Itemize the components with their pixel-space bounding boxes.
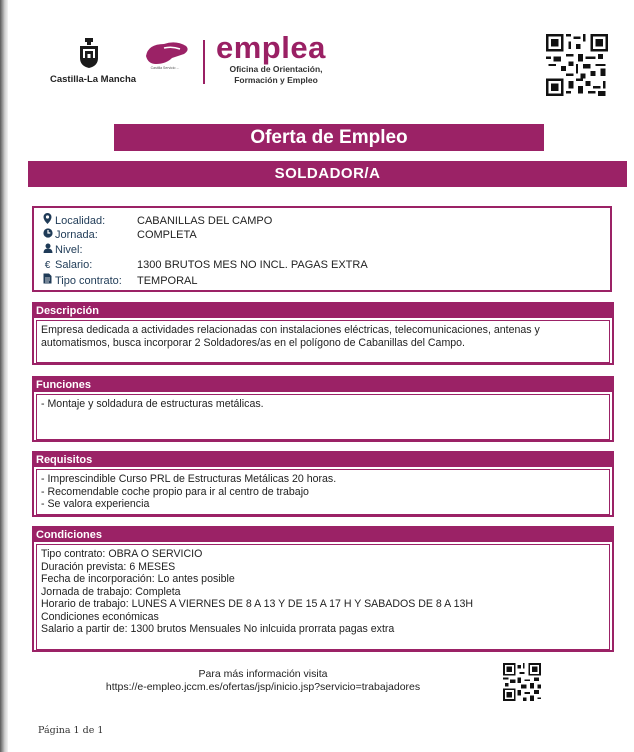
info-value: 1300 BRUTOS MES NO INCL. PAGAS EXTRA [137,259,368,271]
section-line: Condiciones económicas [41,610,159,623]
info-label: Jornada: [55,229,98,241]
footer-url-link[interactable]: https://e-empleo.jccm.es/ofertas/jsp/inicio.jsp?servicio=trabajadores [105,681,421,693]
section-requisitos [32,451,614,517]
info-label: Tipo contrato: [55,275,122,287]
footer-info [80,668,446,694]
info-row-tipo-contrato [42,273,198,288]
footer-line-1: Para más información visita [198,668,328,680]
section-title: Requisitos [34,453,612,467]
qr-code-icon [503,663,541,701]
section-line: - Imprescindible Curso PRL de Estructuras Metálicas 20 horas. [41,473,337,485]
page-shadow-edge [0,0,8,752]
section-line: - Recomendable coche propio para ir al centro de trabajo [41,485,309,498]
section-descripcion [32,302,614,365]
section-body [36,467,610,515]
emplea-logo-word: emplea [216,30,326,65]
info-label: Localidad: [55,215,106,227]
emplea-subtitle-line-1: Oficina de Orientación, [229,64,323,74]
section-title: Descripción [34,304,612,318]
map-pin-icon [42,213,53,229]
page-number: Página 1 de 1 [38,725,104,736]
section-line: Empresa dedicada a actividades relacionadas con instalaciones eléctricas, telecomunicaciones, antenas y [41,324,540,336]
info-row-localidad [42,213,272,228]
section-funciones [32,376,614,442]
info-row-salario [42,258,368,273]
section-line: - Se valora experiencia [41,498,150,510]
clock-icon [42,228,53,243]
info-label: Salario: [55,259,93,271]
section-condiciones [32,526,614,652]
info-value: COMPLETA [137,229,197,241]
info-value: CABANILLAS DEL CAMPO [137,215,273,227]
section-line: - Montaje y soldadura de estructuras metálicas. [41,398,264,410]
info-row-nivel [42,243,137,258]
section-line: Salario a partir de: 1300 brutos Mensuales No inlcuida prorrata pagas extra [41,623,395,635]
job-title: SOLDADOR/A [28,161,627,187]
page-title: Oferta de Empleo [114,124,544,151]
section-body [36,318,610,363]
sepe-logo-caption: Castilla Servicio ... [150,66,180,70]
job-info-box [32,206,612,292]
info-value: TEMPORAL [137,275,198,287]
castilla-la-mancha-logo [50,38,137,86]
section-body [36,392,610,440]
sepe-logo [142,38,192,78]
info-row-jornada [42,228,197,243]
crest-icon [78,38,100,68]
emplea-logo-subtitle [216,64,336,86]
section-body [36,542,610,650]
section-line: Jornada de trabajo: Completa [41,585,181,598]
section-title: Funciones [34,378,612,392]
user-icon [42,243,53,258]
qr-code-icon [546,34,608,96]
emplea-subtitle-line-2: Formación y Empleo [234,75,318,85]
info-label: Nivel: [55,244,83,256]
section-line: automatismos, busca incorporar 2 Soldadores/as en el polígono de Cabanillas del Campo. [41,336,465,349]
section-line: Duración prevista: 6 MESES [41,560,176,573]
section-title: Condiciones [34,528,612,542]
clm-logo-text: Castilla-La Mancha [50,74,137,85]
section-line: Horario de trabajo: LUNES A VIERNES DE 8 A 13 Y DE 15 A 17 H Y SABADOS DE 8 A 13H [41,598,474,610]
document-icon [42,273,53,289]
euro-icon: € [44,260,51,271]
section-line: Tipo contrato: OBRA O SERVICIO [41,548,203,560]
logo-divider [203,40,205,84]
section-line: Fecha de incorporación: Lo antes posible [41,573,235,585]
